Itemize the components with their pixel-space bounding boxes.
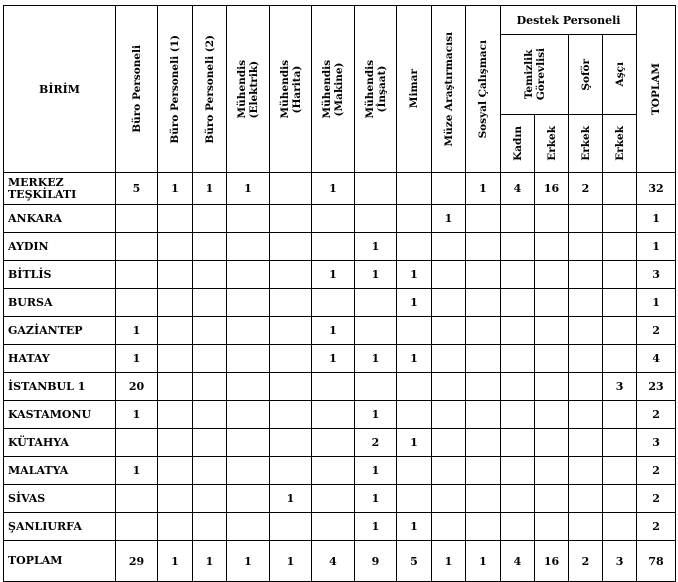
- table-cell: 1: [355, 401, 397, 429]
- table-cell: 1: [116, 317, 158, 345]
- table-cell: 1: [193, 173, 227, 205]
- table-row: [4, 401, 676, 429]
- header-col-muze-arastirmacisi: Müze Araştırmacısı: [432, 6, 466, 173]
- table-cell: [569, 513, 603, 541]
- table-cell: [603, 205, 637, 233]
- table-cell: [270, 401, 312, 429]
- table-cell: [466, 401, 501, 429]
- row-name: ANKARA: [4, 205, 116, 233]
- table-row: [4, 513, 676, 541]
- header-temizlik-gorevlisi: Temizlik Görevlisi: [501, 35, 569, 115]
- table-cell: 2: [637, 317, 676, 345]
- table-cell: [158, 401, 193, 429]
- header-erkek-sofor: Erkek: [569, 115, 603, 173]
- table-cell: 5: [116, 173, 158, 205]
- table-cell: 3: [637, 261, 676, 289]
- table-cell: [569, 317, 603, 345]
- header-col-toplam: TOPLAM: [637, 6, 676, 173]
- table-cell: [603, 485, 637, 513]
- total-cell: 3: [603, 541, 637, 582]
- table-cell: 4: [637, 345, 676, 373]
- header-col-sosyal-calismaci: Sosyal Çalışmacı: [466, 6, 501, 173]
- header-col-buro-personeli-2: Büro Personeli (2): [193, 6, 227, 173]
- table-cell: [193, 457, 227, 485]
- table-cell: [535, 429, 569, 457]
- table-cell: 1: [312, 261, 355, 289]
- table-cell: 1: [312, 317, 355, 345]
- header-erkek-asci: Erkek: [603, 115, 637, 173]
- table-cell: [501, 485, 535, 513]
- table-cell: [355, 205, 397, 233]
- table-cell: [535, 457, 569, 485]
- header-destek-personeli: Destek Personeli: [501, 6, 637, 35]
- table-cell: [227, 373, 270, 401]
- table-cell: [569, 457, 603, 485]
- table-cell: [603, 345, 637, 373]
- total-cell: 16: [535, 541, 569, 582]
- table-cell: [158, 513, 193, 541]
- table-cell: [355, 317, 397, 345]
- table-cell: 20: [116, 373, 158, 401]
- table-cell: [227, 429, 270, 457]
- table-cell: 2: [637, 401, 676, 429]
- table-cell: [535, 345, 569, 373]
- table-cell: [270, 429, 312, 457]
- table-cell: [432, 513, 466, 541]
- table-cell: [158, 485, 193, 513]
- table-cell: [432, 289, 466, 317]
- table-cell: 1: [227, 173, 270, 205]
- table-cell: [116, 429, 158, 457]
- table-cell: [158, 317, 193, 345]
- header-erkek-temizlik: Erkek: [535, 115, 569, 173]
- header-birim: BİRİM: [4, 6, 116, 173]
- table-cell: [569, 345, 603, 373]
- table-cell: [193, 345, 227, 373]
- table-cell: [466, 261, 501, 289]
- table-cell: [569, 205, 603, 233]
- table-cell: [116, 261, 158, 289]
- total-row: [4, 541, 676, 582]
- table-cell: [432, 429, 466, 457]
- table-cell: 1: [312, 173, 355, 205]
- table-cell: [193, 317, 227, 345]
- table-cell: [158, 429, 193, 457]
- table-cell: 2: [637, 457, 676, 485]
- table-cell: [466, 513, 501, 541]
- table-cell: [270, 289, 312, 317]
- table-cell: [193, 485, 227, 513]
- table-cell: [227, 513, 270, 541]
- total-cell: 1: [270, 541, 312, 582]
- table-cell: 2: [637, 485, 676, 513]
- table-row: [4, 429, 676, 457]
- header-col-muhendis-makine: Mühendis (Makine): [312, 6, 355, 173]
- table-cell: [116, 485, 158, 513]
- table-cell: [501, 457, 535, 485]
- table-cell: [432, 317, 466, 345]
- table-cell: [535, 261, 569, 289]
- table-cell: [603, 261, 637, 289]
- table-cell: [270, 261, 312, 289]
- table-cell: [397, 485, 432, 513]
- table-cell: [355, 373, 397, 401]
- row-name: MALATYA: [4, 457, 116, 485]
- table-cell: 1: [355, 261, 397, 289]
- table-cell: [501, 289, 535, 317]
- row-name: BURSA: [4, 289, 116, 317]
- table-cell: [535, 513, 569, 541]
- table-row: [4, 261, 676, 289]
- table-cell: [158, 233, 193, 261]
- table-cell: [432, 233, 466, 261]
- table-row: [4, 373, 676, 401]
- table-cell: [193, 205, 227, 233]
- table-cell: [270, 173, 312, 205]
- row-name: SİVAS: [4, 485, 116, 513]
- table-cell: [569, 373, 603, 401]
- table-cell: 1: [355, 485, 397, 513]
- total-cell: 1: [432, 541, 466, 582]
- table-cell: [355, 173, 397, 205]
- table-cell: 1: [355, 513, 397, 541]
- table-cell: [158, 261, 193, 289]
- table-cell: [535, 205, 569, 233]
- total-cell: 1: [158, 541, 193, 582]
- total-cell: 5: [397, 541, 432, 582]
- table-cell: [312, 429, 355, 457]
- row-name: GAZİANTEP: [4, 317, 116, 345]
- row-name: AYDIN: [4, 233, 116, 261]
- table-cell: [270, 457, 312, 485]
- header-col-muhendis-elektrik: Mühendis (Elektrik): [227, 6, 270, 173]
- table-cell: [312, 485, 355, 513]
- table-cell: [603, 317, 637, 345]
- table-cell: [535, 317, 569, 345]
- table-cell: [569, 289, 603, 317]
- table-row: [4, 205, 676, 233]
- header-col-buro-personeli: Büro Personeli: [116, 6, 158, 173]
- table-cell: [116, 233, 158, 261]
- table-cell: [397, 317, 432, 345]
- table-cell: [466, 205, 501, 233]
- table-cell: [466, 429, 501, 457]
- table-body: [4, 173, 676, 582]
- table-cell: [193, 513, 227, 541]
- table-row: [4, 317, 676, 345]
- table-cell: [312, 513, 355, 541]
- table-cell: 1: [355, 345, 397, 373]
- table-cell: 3: [637, 429, 676, 457]
- table-cell: 1: [397, 429, 432, 457]
- table-cell: [603, 233, 637, 261]
- table-cell: [227, 205, 270, 233]
- table-row: [4, 457, 676, 485]
- total-cell: 78: [637, 541, 676, 582]
- table-cell: [116, 513, 158, 541]
- table-cell: [569, 261, 603, 289]
- table-cell: [397, 401, 432, 429]
- table-cell: [466, 317, 501, 345]
- table-cell: 1: [397, 289, 432, 317]
- table-row: [4, 485, 676, 513]
- table-cell: [312, 205, 355, 233]
- table-cell: [466, 289, 501, 317]
- table-cell: [501, 401, 535, 429]
- header-col-muhendis-harita: Mühendis (Harita): [270, 6, 312, 173]
- row-name: MERKEZ TEŞKİLATI: [4, 173, 116, 205]
- table-cell: [432, 485, 466, 513]
- table-cell: 3: [603, 373, 637, 401]
- table-cell: [501, 429, 535, 457]
- total-cell: 9: [355, 541, 397, 582]
- table-cell: 1: [637, 289, 676, 317]
- table-cell: [501, 345, 535, 373]
- table-cell: [312, 289, 355, 317]
- table-cell: [397, 373, 432, 401]
- table-cell: [603, 173, 637, 205]
- table-cell: [397, 173, 432, 205]
- row-name: ŞANLIURFA: [4, 513, 116, 541]
- table-cell: [116, 205, 158, 233]
- row-name: KÜTAHYA: [4, 429, 116, 457]
- table-cell: 1: [432, 205, 466, 233]
- table-cell: [569, 401, 603, 429]
- total-cell: 1: [227, 541, 270, 582]
- table-cell: 1: [397, 345, 432, 373]
- table-cell: 1: [116, 457, 158, 485]
- table-cell: [603, 289, 637, 317]
- staff-distribution-table: [3, 5, 676, 582]
- table-cell: [535, 373, 569, 401]
- total-cell: 4: [501, 541, 535, 582]
- table-cell: 1: [397, 513, 432, 541]
- table-cell: [227, 233, 270, 261]
- table-cell: [501, 373, 535, 401]
- table-cell: [312, 401, 355, 429]
- table-cell: [193, 261, 227, 289]
- table-cell: [501, 317, 535, 345]
- table-cell: [432, 457, 466, 485]
- table-cell: [312, 233, 355, 261]
- table-cell: [227, 345, 270, 373]
- table-cell: 1: [312, 345, 355, 373]
- table-cell: [158, 205, 193, 233]
- table-cell: [270, 373, 312, 401]
- table-cell: [535, 485, 569, 513]
- table-cell: [466, 345, 501, 373]
- table-row: [4, 233, 676, 261]
- table-cell: [270, 345, 312, 373]
- table-cell: [227, 457, 270, 485]
- table-cell: 1: [397, 261, 432, 289]
- table-cell: [569, 429, 603, 457]
- table-cell: [501, 261, 535, 289]
- table-cell: [116, 289, 158, 317]
- table-cell: [227, 261, 270, 289]
- table-cell: [535, 401, 569, 429]
- table-cell: [193, 401, 227, 429]
- table-cell: 1: [116, 401, 158, 429]
- table-cell: [355, 289, 397, 317]
- table-cell: [603, 401, 637, 429]
- table-cell: [603, 513, 637, 541]
- total-cell: 2: [569, 541, 603, 582]
- table-cell: [193, 429, 227, 457]
- total-cell: 29: [116, 541, 158, 582]
- header-col-mimar: Mimar: [397, 6, 432, 173]
- table-cell: 2: [637, 513, 676, 541]
- table-cell: [397, 457, 432, 485]
- table-cell: [501, 205, 535, 233]
- row-name: HATAY: [4, 345, 116, 373]
- table-cell: [603, 429, 637, 457]
- table-cell: [227, 401, 270, 429]
- table-cell: [158, 289, 193, 317]
- row-name: KASTAMONU: [4, 401, 116, 429]
- table-cell: 23: [637, 373, 676, 401]
- table-cell: [535, 233, 569, 261]
- table-cell: 2: [355, 429, 397, 457]
- table-cell: [158, 373, 193, 401]
- table-cell: [227, 289, 270, 317]
- table-cell: [227, 485, 270, 513]
- total-label: TOPLAM: [4, 541, 116, 582]
- table-cell: 1: [116, 345, 158, 373]
- table-cell: [193, 373, 227, 401]
- table-cell: [501, 233, 535, 261]
- table-cell: 1: [158, 173, 193, 205]
- table-cell: 4: [501, 173, 535, 205]
- table-cell: [603, 457, 637, 485]
- table-cell: [432, 373, 466, 401]
- table-cell: [569, 485, 603, 513]
- table-cell: [397, 205, 432, 233]
- table-cell: 1: [466, 173, 501, 205]
- table-cell: [535, 289, 569, 317]
- table-cell: [432, 401, 466, 429]
- table-cell: 16: [535, 173, 569, 205]
- table-cell: [227, 317, 270, 345]
- table-cell: [193, 289, 227, 317]
- table-cell: 1: [355, 457, 397, 485]
- table-cell: 1: [355, 233, 397, 261]
- table-cell: [158, 345, 193, 373]
- table-cell: [466, 373, 501, 401]
- table-cell: [501, 513, 535, 541]
- header-sofor: Şoför: [569, 35, 603, 115]
- table-cell: 32: [637, 173, 676, 205]
- table-cell: [158, 457, 193, 485]
- header-kadin: Kadın: [501, 115, 535, 173]
- header-asci: Aşçı: [603, 35, 637, 115]
- table-cell: [466, 233, 501, 261]
- table-cell: [569, 233, 603, 261]
- table-cell: 2: [569, 173, 603, 205]
- table-cell: [193, 233, 227, 261]
- table-row: [4, 345, 676, 373]
- table-cell: [466, 485, 501, 513]
- row-name: BİTLİS: [4, 261, 116, 289]
- table-row: [4, 173, 676, 205]
- table-cell: [432, 261, 466, 289]
- table-cell: [270, 233, 312, 261]
- table-cell: [432, 173, 466, 205]
- table-cell: [312, 457, 355, 485]
- header-col-muhendis-insaat: Mühendis (İnşaat): [355, 6, 397, 173]
- table-cell: 1: [270, 485, 312, 513]
- table-cell: [270, 205, 312, 233]
- total-cell: 1: [466, 541, 501, 582]
- table-cell: 1: [637, 233, 676, 261]
- total-cell: 4: [312, 541, 355, 582]
- header-col-buro-personeli-1: Büro Personeli (1): [158, 6, 193, 173]
- table-cell: [270, 513, 312, 541]
- total-cell: 1: [193, 541, 227, 582]
- table-cell: [312, 373, 355, 401]
- table-row: [4, 289, 676, 317]
- row-name: İSTANBUL 1: [4, 373, 116, 401]
- table-cell: [432, 345, 466, 373]
- table-cell: [270, 317, 312, 345]
- table-cell: [397, 233, 432, 261]
- table-cell: [466, 457, 501, 485]
- table-cell: 1: [637, 205, 676, 233]
